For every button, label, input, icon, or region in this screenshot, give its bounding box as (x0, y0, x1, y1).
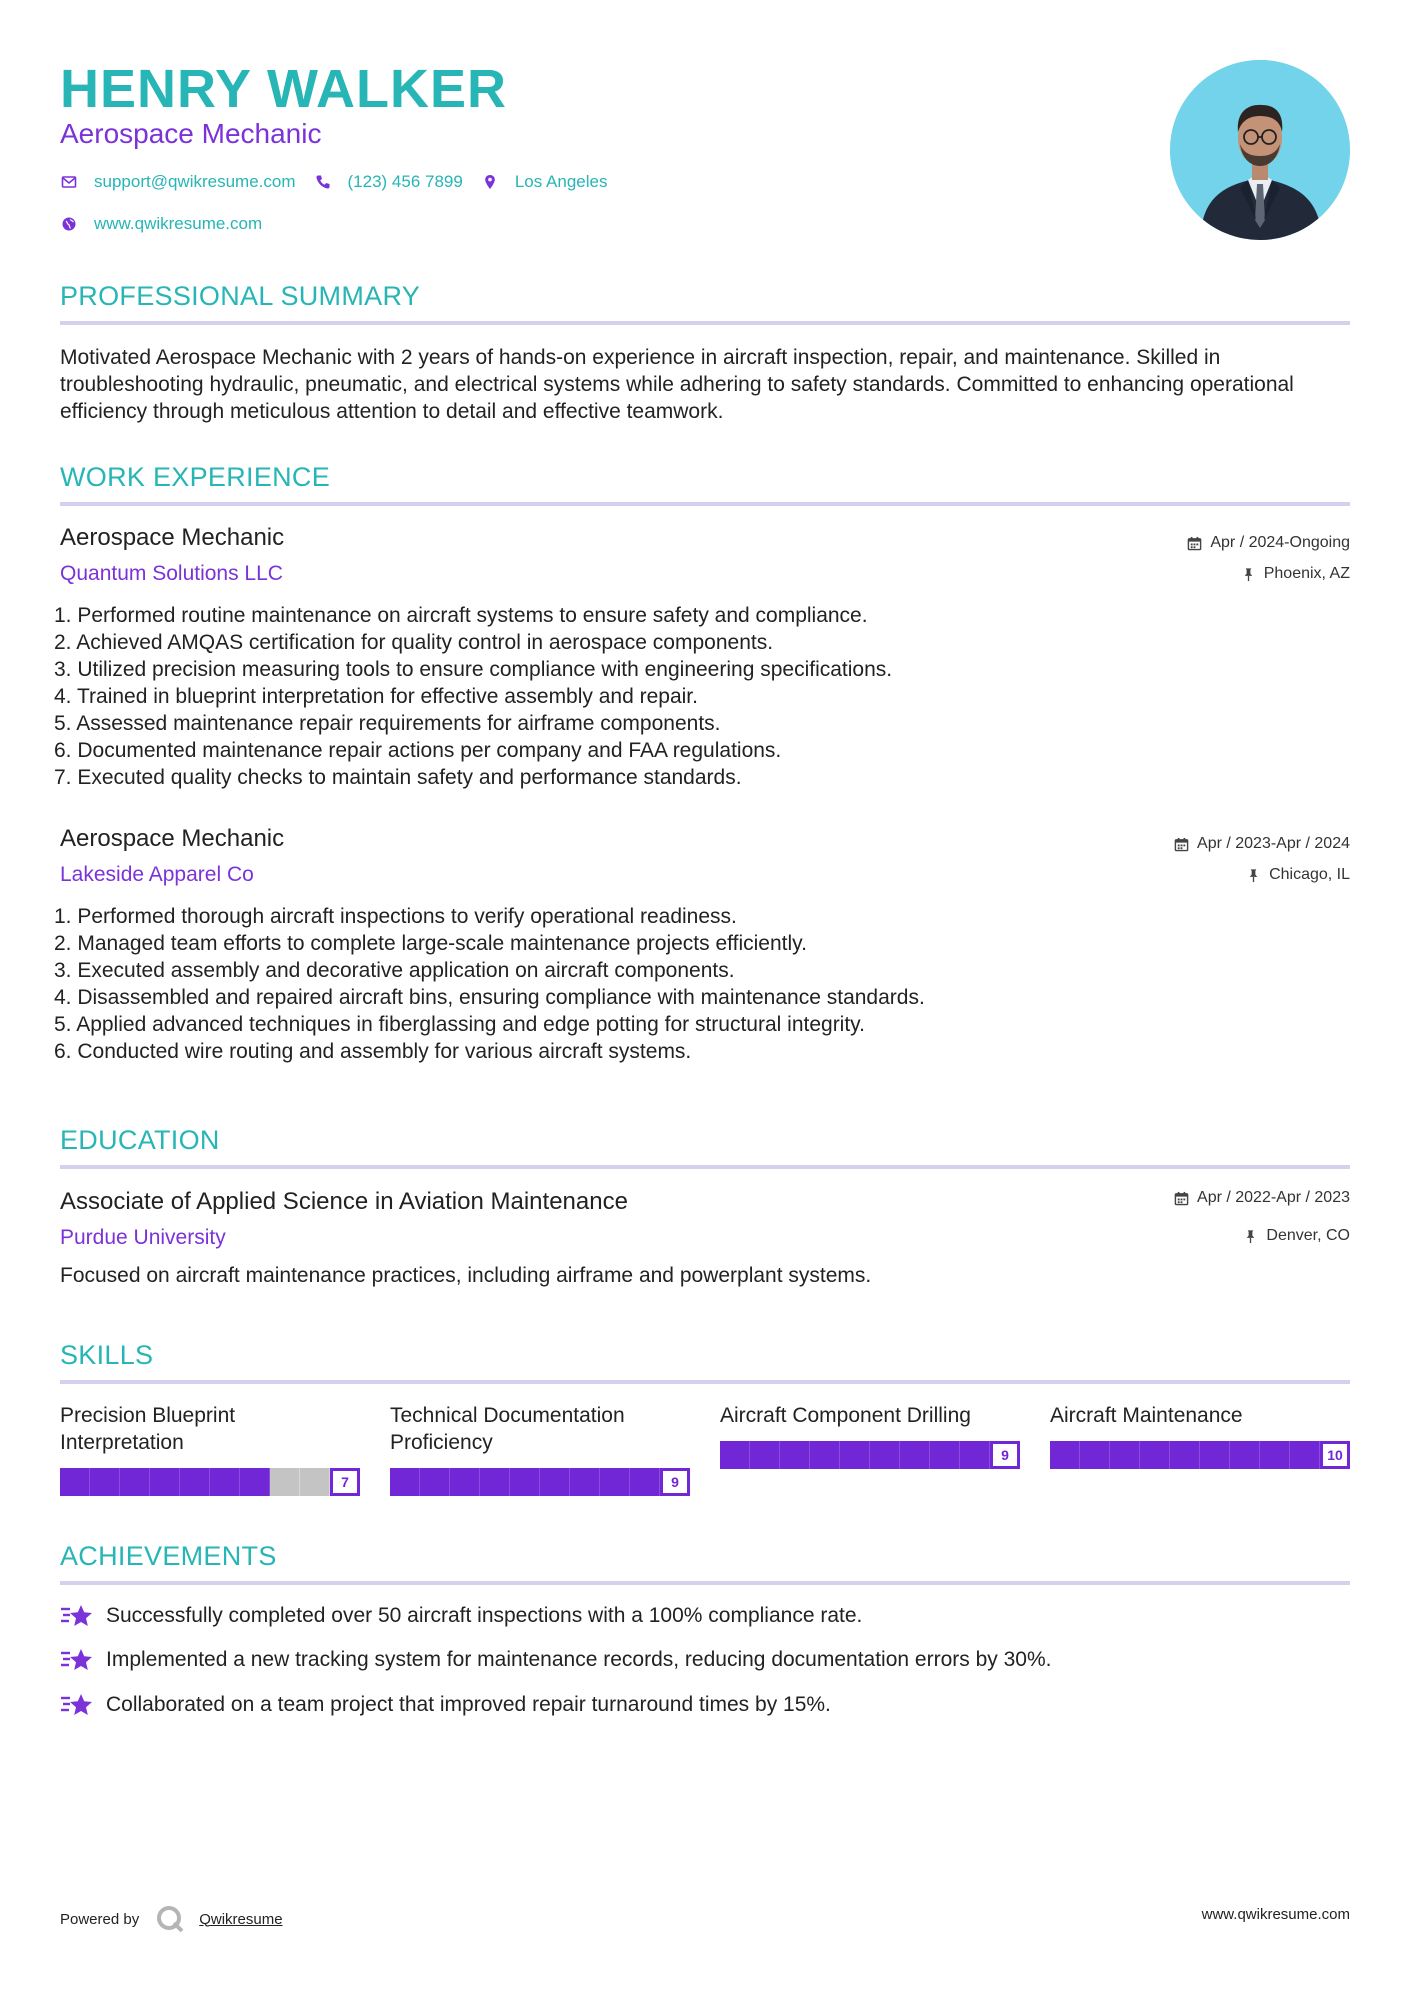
job-dates-text: Apr / 2023-Apr / 2024 (1197, 835, 1350, 852)
job-location-text: Phoenix, AZ (1263, 565, 1350, 582)
pushpin-icon (1241, 567, 1256, 582)
skill-segment-filled (570, 1468, 600, 1496)
skill-name: Aircraft Maintenance (1050, 1404, 1243, 1427)
list-item: 7. Executed quality checks to maintain safety and performance standards. (54, 766, 742, 789)
candidate-name: HENRY WALKER (60, 59, 508, 119)
skill-name: Precision Blueprint Interpretation (60, 1404, 236, 1454)
skill-level-bar (1050, 1441, 1350, 1469)
job-title: Aerospace Mechanic (60, 825, 285, 852)
skill-segment-filled (1140, 1441, 1170, 1469)
education-location (1243, 1227, 1350, 1245)
skill-segment-filled (1050, 1441, 1080, 1469)
skill-segment-filled (750, 1441, 780, 1469)
achievement-text: Successfully completed over 50 aircraft inspections with a 100% compliance rate. (106, 1604, 863, 1627)
shooting-star-icon (60, 1647, 94, 1673)
achievement-item (60, 1647, 1051, 1673)
experience-heading: WORK EXPERIENCE (60, 462, 331, 492)
job-bullets (54, 602, 892, 791)
skill-segment-filled (1260, 1441, 1290, 1469)
education-location-text: Denver, CO (1266, 1227, 1350, 1244)
skill-name: Technical Documentation Proficiency (390, 1404, 625, 1454)
candidate-title: Aerospace Mechanic (60, 118, 322, 149)
skill-segment-filled (510, 1468, 540, 1496)
skill-segment-filled (60, 1468, 90, 1496)
skill-segment-filled (870, 1441, 900, 1469)
section-divider (60, 1165, 1350, 1169)
list-item: 5. Applied advanced techniques in fiberglassing and edge potting for structural integrity. (54, 1013, 865, 1036)
pushpin-icon (1246, 868, 1261, 883)
skill-segment-filled (1110, 1441, 1140, 1469)
section-divider (60, 321, 1350, 325)
skill-level-bar (390, 1468, 690, 1496)
list-item: 4. Trained in blueprint interpretation for effective assembly and repair. (54, 685, 698, 708)
list-item: 3. Utilized precision measuring tools to ensure compliance with engineering specifications. (54, 658, 893, 681)
skill-segment-filled (420, 1468, 450, 1496)
job-dates (1174, 835, 1350, 853)
calendar-icon (1174, 837, 1189, 852)
calendar-icon (1187, 536, 1202, 551)
envelope-icon (60, 173, 78, 191)
calendar-icon (1174, 1191, 1189, 1206)
achievement-item (60, 1603, 862, 1629)
skill-segment-filled (120, 1468, 150, 1496)
skill-item (720, 1402, 1020, 1463)
summary-text: Motivated Aerospace Mechanic with 2 years of hands-on experience in aircraft inspection, repair, and maintenance. Skilled in troubleshooting hydraulic, pneumatic, and electrical systems while adhering to safety standards. Committed to enhancing operational efficiency through meticulous attention to detail and effective teamwork. (60, 346, 1294, 423)
skill-segment-filled (960, 1441, 990, 1469)
pushpin-icon (1243, 1229, 1258, 1244)
list-item: 1. Performed thorough aircraft inspections to verify operational readiness. (54, 905, 737, 928)
achievement-item (60, 1692, 831, 1718)
skill-score: 9 (660, 1468, 690, 1496)
job-dates (1187, 534, 1350, 552)
globe-icon (60, 215, 78, 233)
shooting-star-icon (60, 1692, 94, 1718)
skill-segment-filled (1290, 1441, 1320, 1469)
section-divider (60, 502, 1350, 506)
skill-score: 7 (330, 1468, 360, 1496)
list-item: 5. Assessed maintenance repair requirements for airframe components. (54, 712, 721, 735)
job-company: Quantum Solutions LLC (60, 562, 283, 585)
location-pin-icon (481, 173, 499, 191)
skill-segment-filled (780, 1441, 810, 1469)
education-dates-text: Apr / 2022-Apr / 2023 (1197, 1189, 1350, 1206)
section-divider (60, 1581, 1350, 1585)
skill-item (390, 1402, 690, 1490)
contact-row-2 (60, 214, 280, 234)
skill-segment-filled (900, 1441, 930, 1469)
website-link[interactable]: www.qwikresume.com (94, 214, 263, 233)
skill-segment-filled (90, 1468, 120, 1496)
job-dates-text: Apr / 2024-Ongoing (1210, 534, 1350, 551)
skill-segment-filled (240, 1468, 270, 1496)
education-heading: EDUCATION (60, 1125, 220, 1155)
achievement-text: Implemented a new tracking system for maintenance records, reducing documentation errors by 30%. (106, 1648, 1052, 1671)
list-item: 6. Documented maintenance repair actions per company and FAA regulations. (54, 739, 782, 762)
skill-segment-filled (150, 1468, 180, 1496)
footer-website-link[interactable]: www.qwikresume.com (1201, 1906, 1350, 1923)
skill-segment-empty (300, 1468, 330, 1496)
qwikresume-link[interactable]: Qwikresume (199, 1910, 283, 1928)
skill-segment-filled (480, 1468, 510, 1496)
skill-segment-filled (1230, 1441, 1260, 1469)
skill-segment-filled (930, 1441, 960, 1469)
skill-segment-filled (1200, 1441, 1230, 1469)
skill-item (60, 1402, 360, 1490)
phone-icon (314, 173, 332, 191)
skill-segment-filled (600, 1468, 630, 1496)
summary-heading: PROFESSIONAL SUMMARY (60, 281, 421, 311)
skill-score: 9 (990, 1441, 1020, 1469)
qwikresume-logo-icon (155, 1904, 185, 1934)
job-bullets (54, 903, 925, 1065)
education-description: Focused on aircraft maintenance practices, including airframe and powerplant systems. (60, 1264, 872, 1287)
phone-number[interactable]: (123) 456 7899 (347, 172, 463, 191)
achievements-heading: ACHIEVEMENTS (60, 1541, 277, 1571)
shooting-star-icon (60, 1603, 94, 1629)
resume-page (54, 0, 1350, 1990)
skill-item (1050, 1402, 1350, 1463)
education-dates (1174, 1189, 1350, 1207)
skill-segment-filled (840, 1441, 870, 1469)
powered-by-label: Powered by (60, 1910, 140, 1928)
skill-segment-filled (630, 1468, 660, 1496)
school-name: Purdue University (60, 1226, 226, 1249)
skill-segment-filled (180, 1468, 210, 1496)
skill-segment-empty (270, 1468, 300, 1496)
skill-segment-filled (540, 1468, 570, 1496)
skill-name: Aircraft Component Drilling (720, 1404, 971, 1427)
location-text: Los Angeles (514, 172, 608, 191)
skill-segment-filled (810, 1441, 840, 1469)
skill-segment-filled (1170, 1441, 1200, 1469)
profile-photo (1170, 60, 1350, 240)
contact-row-1 (60, 172, 625, 192)
list-item: 2. Achieved AMQAS certification for quality control in aerospace components. (54, 631, 774, 654)
skill-level-bar (60, 1468, 360, 1496)
job-company: Lakeside Apparel Co (60, 863, 254, 886)
list-item: 3. Executed assembly and decorative application on aircraft components. (54, 959, 735, 982)
achievement-text: Collaborated on a team project that improved repair turnaround times by 15%. (106, 1693, 831, 1716)
skill-level-bar (720, 1441, 1020, 1469)
job-location-text: Chicago, IL (1269, 866, 1350, 883)
section-divider (60, 1380, 1350, 1384)
skill-segment-filled (1080, 1441, 1110, 1469)
list-item: 6. Conducted wire routing and assembly for various aircraft systems. (54, 1040, 692, 1063)
email-link[interactable]: support@qwikresume.com (94, 172, 296, 191)
skill-segment-filled (210, 1468, 240, 1496)
degree-title: Associate of Applied Science in Aviation Maintenance (60, 1188, 628, 1215)
job-location (1241, 565, 1350, 583)
skill-segment-filled (720, 1441, 750, 1469)
skill-segment-filled (450, 1468, 480, 1496)
job-location (1246, 866, 1350, 884)
job-title: Aerospace Mechanic (60, 524, 285, 551)
list-item: 2. Managed team efforts to complete large-scale maintenance projects efficiently. (54, 932, 807, 955)
footer-powered-by (60, 1904, 283, 1934)
skills-heading: SKILLS (60, 1340, 154, 1370)
list-item: 4. Disassembled and repaired aircraft bins, ensuring compliance with maintenance standards. (54, 986, 925, 1009)
skill-score: 10 (1320, 1441, 1350, 1469)
skill-segment-filled (390, 1468, 420, 1496)
list-item: 1. Performed routine maintenance on aircraft systems to ensure safety and compliance. (54, 604, 868, 627)
